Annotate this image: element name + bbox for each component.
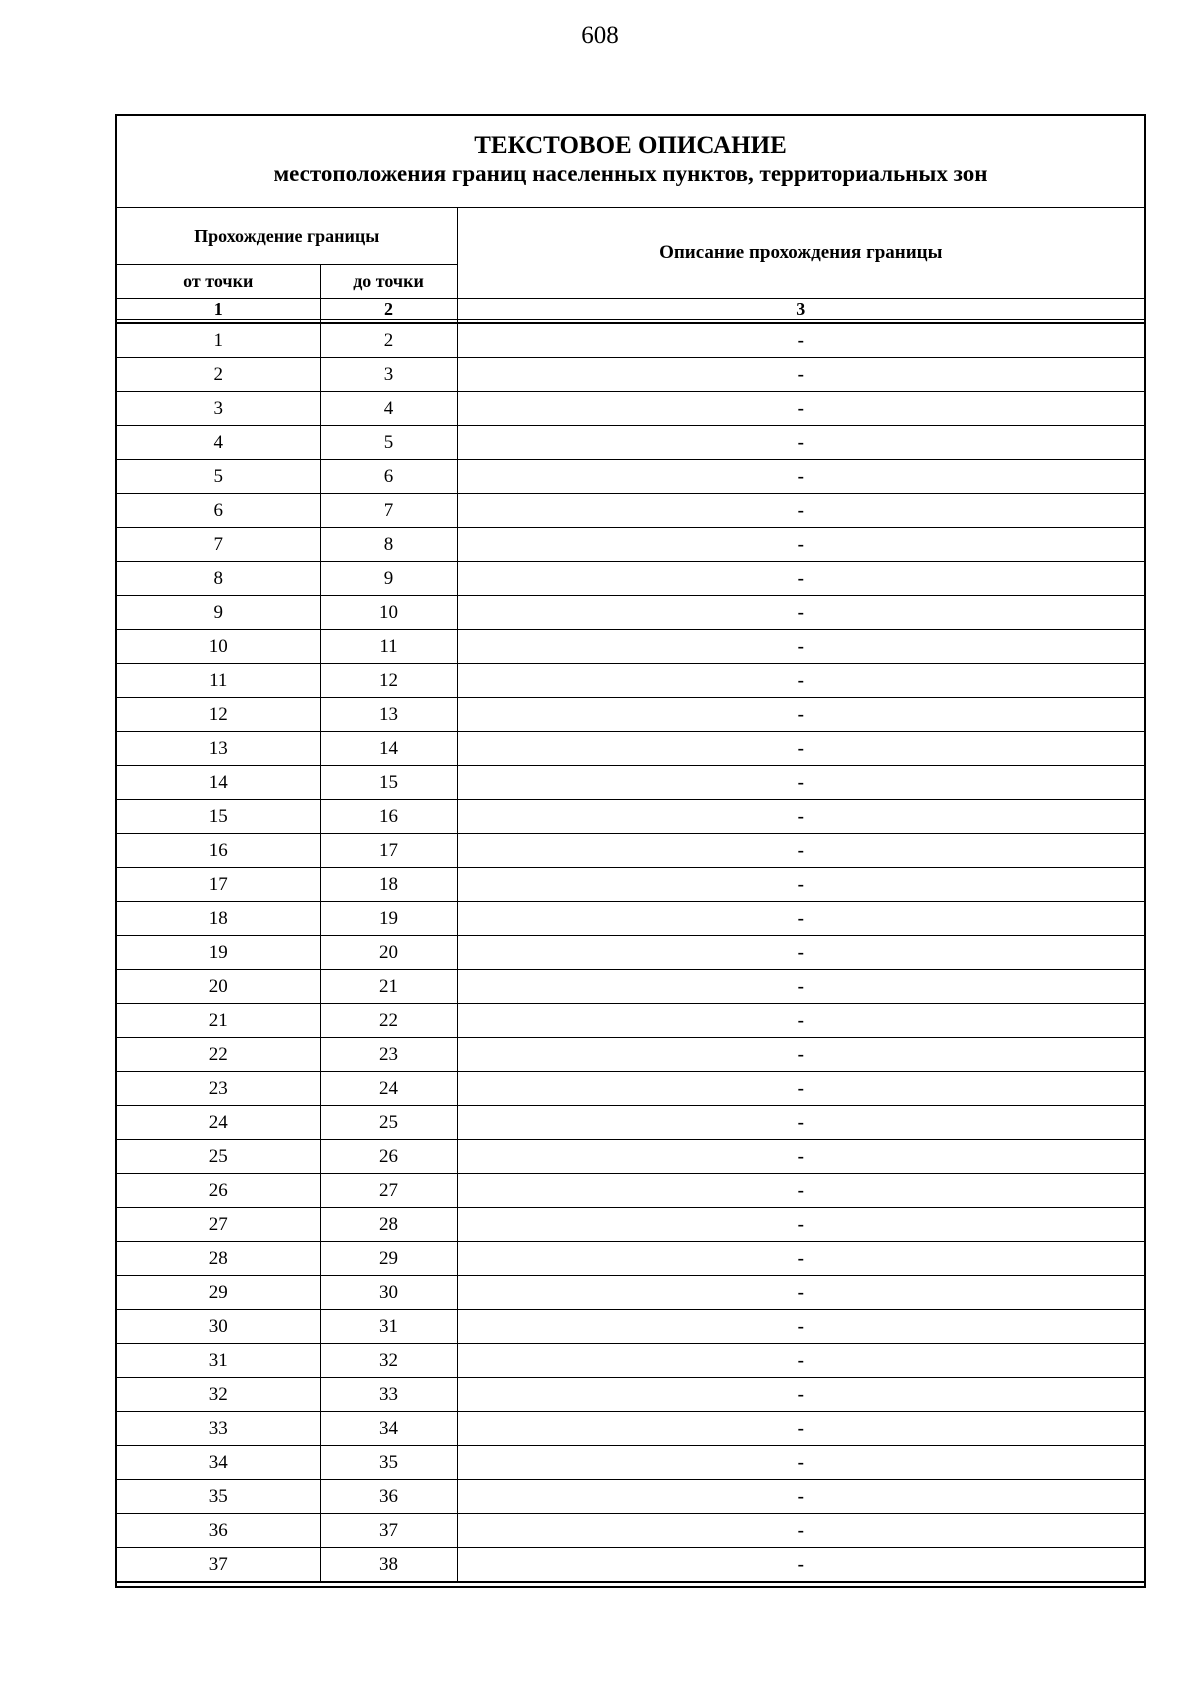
from-point-cell: 21: [117, 1004, 320, 1038]
to-point-cell: 14: [320, 732, 457, 766]
table-row: [117, 1344, 1144, 1378]
table-row: [117, 1004, 1144, 1038]
description-cell: -: [457, 1548, 1144, 1582]
boundary-description-sheet: [115, 114, 1146, 1588]
to-point-cell: 28: [320, 1208, 457, 1242]
table-row: [117, 902, 1144, 936]
to-point-cell: 21: [320, 970, 457, 1004]
table-row: [117, 936, 1144, 970]
to-point-cell: 11: [320, 630, 457, 664]
description-cell: -: [457, 1140, 1144, 1174]
title-block: [117, 116, 1144, 208]
table-row: [117, 1446, 1144, 1480]
from-point-cell: 25: [117, 1140, 320, 1174]
to-point-cell: 19: [320, 902, 457, 936]
to-point-cell: 22: [320, 1004, 457, 1038]
table-row: [117, 732, 1144, 766]
to-point-cell: 36: [320, 1480, 457, 1514]
boundary-table: [117, 208, 1144, 1582]
to-point-cell: 10: [320, 596, 457, 630]
description-cell: -: [457, 528, 1144, 562]
description-cell: -: [457, 970, 1144, 1004]
table-row: [117, 460, 1144, 494]
description-cell: -: [457, 426, 1144, 460]
description-cell: -: [457, 460, 1144, 494]
description-cell: -: [457, 1310, 1144, 1344]
description-cell: -: [457, 834, 1144, 868]
table-row: [117, 1038, 1144, 1072]
description-cell: -: [457, 1208, 1144, 1242]
from-point-cell: 34: [117, 1446, 320, 1480]
from-point-cell: 14: [117, 766, 320, 800]
description-cell: -: [457, 766, 1144, 800]
table-row: [117, 1242, 1144, 1276]
description-cell: -: [457, 1514, 1144, 1548]
table-row: [117, 1514, 1144, 1548]
description-cell: -: [457, 1412, 1144, 1446]
from-point-cell: 30: [117, 1310, 320, 1344]
to-point-cell: 35: [320, 1446, 457, 1480]
from-point-cell: 2: [117, 358, 320, 392]
from-point-cell: 20: [117, 970, 320, 1004]
from-point-cell: 26: [117, 1174, 320, 1208]
description-cell: -: [457, 358, 1144, 392]
table-row: [117, 766, 1144, 800]
to-point-cell: 31: [320, 1310, 457, 1344]
description-cell: -: [457, 1276, 1144, 1310]
table-row: [117, 562, 1144, 596]
from-point-cell: 27: [117, 1208, 320, 1242]
from-point-cell: 17: [117, 868, 320, 902]
description-cell: -: [457, 630, 1144, 664]
table-bottom-rule: [117, 1582, 1144, 1588]
to-point-cell: 23: [320, 1038, 457, 1072]
from-point-cell: 23: [117, 1072, 320, 1106]
to-point-cell: 26: [320, 1140, 457, 1174]
table-row: [117, 630, 1144, 664]
document-title: ТЕКСТОВОЕ ОПИСАНИЕ: [474, 132, 787, 159]
description-cell: -: [457, 1344, 1144, 1378]
column-number-1: 1: [117, 299, 320, 320]
from-point-cell: 18: [117, 902, 320, 936]
description-cell: -: [457, 698, 1144, 732]
table-row: [117, 970, 1144, 1004]
table-row: [117, 1378, 1144, 1412]
to-point-cell: 37: [320, 1514, 457, 1548]
from-point-cell: 33: [117, 1412, 320, 1446]
table-row: [117, 1276, 1144, 1310]
page-number: 608: [581, 22, 619, 49]
description-cell: -: [457, 1072, 1144, 1106]
description-cell: -: [457, 902, 1144, 936]
description-cell: -: [457, 1106, 1144, 1140]
description-cell: -: [457, 596, 1144, 630]
to-point-header: до точки: [320, 265, 457, 299]
from-point-cell: 13: [117, 732, 320, 766]
to-point-cell: 6: [320, 460, 457, 494]
from-point-cell: 1: [117, 323, 320, 358]
from-point-cell: 3: [117, 392, 320, 426]
from-point-cell: 31: [117, 1344, 320, 1378]
from-point-cell: 12: [117, 698, 320, 732]
to-point-cell: 25: [320, 1106, 457, 1140]
description-cell: -: [457, 323, 1144, 358]
table-row: [117, 426, 1144, 460]
table-row: [117, 1072, 1144, 1106]
table-row: [117, 698, 1144, 732]
to-point-cell: 27: [320, 1174, 457, 1208]
description-cell: -: [457, 1004, 1144, 1038]
table-row: [117, 1548, 1144, 1582]
from-point-cell: 19: [117, 936, 320, 970]
table-row: [117, 596, 1144, 630]
description-cell: -: [457, 1174, 1144, 1208]
to-point-cell: 16: [320, 800, 457, 834]
description-cell: -: [457, 1378, 1144, 1412]
description-cell: -: [457, 1446, 1144, 1480]
table-row: [117, 1412, 1144, 1446]
to-point-cell: 4: [320, 392, 457, 426]
from-point-cell: 35: [117, 1480, 320, 1514]
table-row: [117, 1480, 1144, 1514]
to-point-cell: 29: [320, 1242, 457, 1276]
table-row: [117, 868, 1144, 902]
table-body: [117, 323, 1144, 1582]
to-point-cell: 32: [320, 1344, 457, 1378]
table-row: [117, 494, 1144, 528]
to-point-cell: 8: [320, 528, 457, 562]
table-row: [117, 323, 1144, 358]
from-point-cell: 6: [117, 494, 320, 528]
description-cell: -: [457, 1038, 1144, 1072]
table-row: [117, 1140, 1144, 1174]
table-row: [117, 1208, 1144, 1242]
table-row: [117, 1174, 1144, 1208]
description-cell: -: [457, 392, 1144, 426]
description-cell: -: [457, 664, 1144, 698]
table-row: [117, 1310, 1144, 1344]
to-point-cell: 17: [320, 834, 457, 868]
from-point-cell: 4: [117, 426, 320, 460]
description-cell: -: [457, 868, 1144, 902]
from-point-cell: 9: [117, 596, 320, 630]
description-cell: -: [457, 494, 1144, 528]
to-point-cell: 13: [320, 698, 457, 732]
from-point-cell: 24: [117, 1106, 320, 1140]
to-point-cell: 18: [320, 868, 457, 902]
to-point-cell: 30: [320, 1276, 457, 1310]
to-point-cell: 12: [320, 664, 457, 698]
table-row: [117, 664, 1144, 698]
from-point-header: от точки: [117, 265, 320, 299]
table-row: [117, 800, 1144, 834]
to-point-cell: 33: [320, 1378, 457, 1412]
from-point-cell: 36: [117, 1514, 320, 1548]
from-point-cell: 32: [117, 1378, 320, 1412]
to-point-cell: 9: [320, 562, 457, 596]
description-cell: -: [457, 1242, 1144, 1276]
column-number-3: 3: [457, 299, 1144, 320]
to-point-cell: 3: [320, 358, 457, 392]
from-point-cell: 10: [117, 630, 320, 664]
to-point-cell: 7: [320, 494, 457, 528]
table-row: [117, 834, 1144, 868]
boundary-description-header: Описание прохождения границы: [457, 208, 1144, 299]
description-cell: -: [457, 800, 1144, 834]
to-point-cell: 15: [320, 766, 457, 800]
description-cell: -: [457, 732, 1144, 766]
table-row: [117, 1106, 1144, 1140]
to-point-cell: 5: [320, 426, 457, 460]
to-point-cell: 2: [320, 323, 457, 358]
from-point-cell: 15: [117, 800, 320, 834]
from-point-cell: 37: [117, 1548, 320, 1582]
from-point-cell: 5: [117, 460, 320, 494]
description-cell: -: [457, 562, 1144, 596]
column-number-2: 2: [320, 299, 457, 320]
document-subtitle: местоположения границ населенных пунктов, территориальных зон: [273, 161, 988, 186]
from-point-cell: 7: [117, 528, 320, 562]
to-point-cell: 20: [320, 936, 457, 970]
table-row: [117, 528, 1144, 562]
from-point-cell: 11: [117, 664, 320, 698]
from-point-cell: 29: [117, 1276, 320, 1310]
boundary-passage-header: Прохождение границы: [117, 208, 457, 265]
from-point-cell: 22: [117, 1038, 320, 1072]
table-row: [117, 392, 1144, 426]
to-point-cell: 38: [320, 1548, 457, 1582]
from-point-cell: 16: [117, 834, 320, 868]
table-row: [117, 358, 1144, 392]
description-cell: -: [457, 936, 1144, 970]
from-point-cell: 8: [117, 562, 320, 596]
from-point-cell: 28: [117, 1242, 320, 1276]
description-cell: -: [457, 1480, 1144, 1514]
to-point-cell: 24: [320, 1072, 457, 1106]
to-point-cell: 34: [320, 1412, 457, 1446]
